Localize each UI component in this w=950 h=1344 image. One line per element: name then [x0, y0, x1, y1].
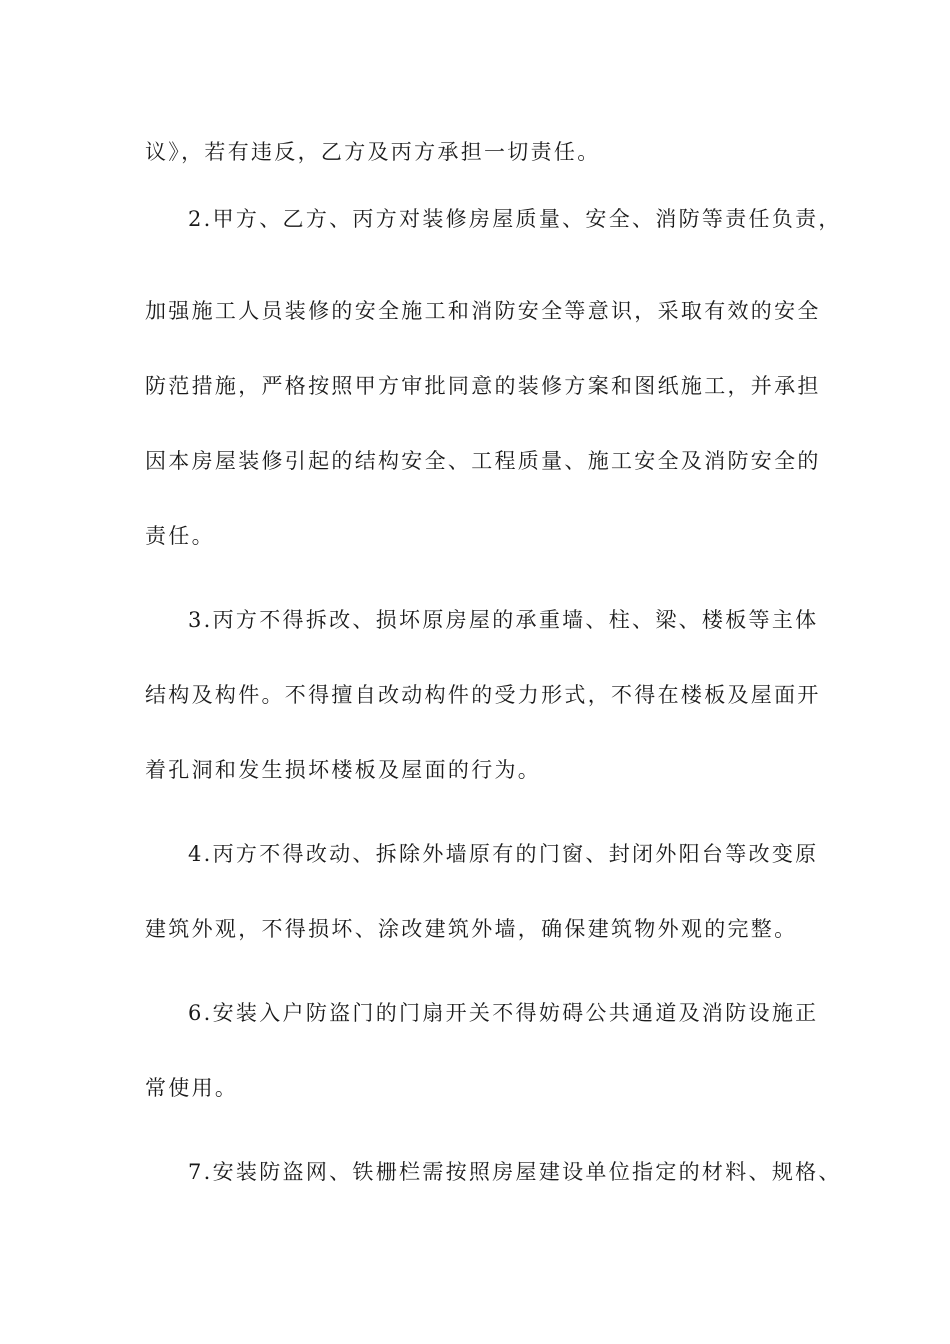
text-line: 加强施工人员装修的安全施工和消防安全等意识，采取有效的安全 — [145, 299, 821, 323]
text-line: 结构及构件。不得擅自改动构件的受力形式，不得在楼板及屋面开 — [145, 683, 821, 707]
text-line: 建筑外观，不得损坏、涂改建筑外墙，确保建筑物外观的完整。 — [145, 917, 798, 941]
text-line: 议》，若有违反，乙方及丙方承担一切责任。 — [145, 140, 601, 164]
text-line: 着孔洞和发生损坏楼板及屋面的行为。 — [145, 758, 542, 782]
text-line: 防范措施，严格按照甲方审批同意的装修方案和图纸施工，并承担 — [145, 374, 821, 398]
clause-2-line: 2.甲方、乙方、丙方对装修房屋质量、安全、消防等责任负责， — [188, 207, 842, 231]
clause-6-line: 6.安装入户防盗门的门扇开关不得妨碍公共通道及消防设施正 — [188, 1001, 819, 1025]
clause-4-line: 4.丙方不得改动、拆除外墙原有的门窗、封闭外阳台等改变原 — [188, 842, 819, 866]
clause-7-line: 7.安装防盗网、铁栅栏需按照房屋建设单位指定的材料、规格、 — [188, 1160, 842, 1184]
text-line: 因本房屋装修引起的结构安全、工程质量、施工安全及消防安全的 — [145, 449, 821, 473]
text-line: 常使用。 — [145, 1076, 239, 1100]
clause-3-line: 3.丙方不得拆改、损坏原房屋的承重墙、柱、梁、楼板等主体 — [188, 608, 819, 632]
text-line: 责任。 — [145, 524, 215, 548]
